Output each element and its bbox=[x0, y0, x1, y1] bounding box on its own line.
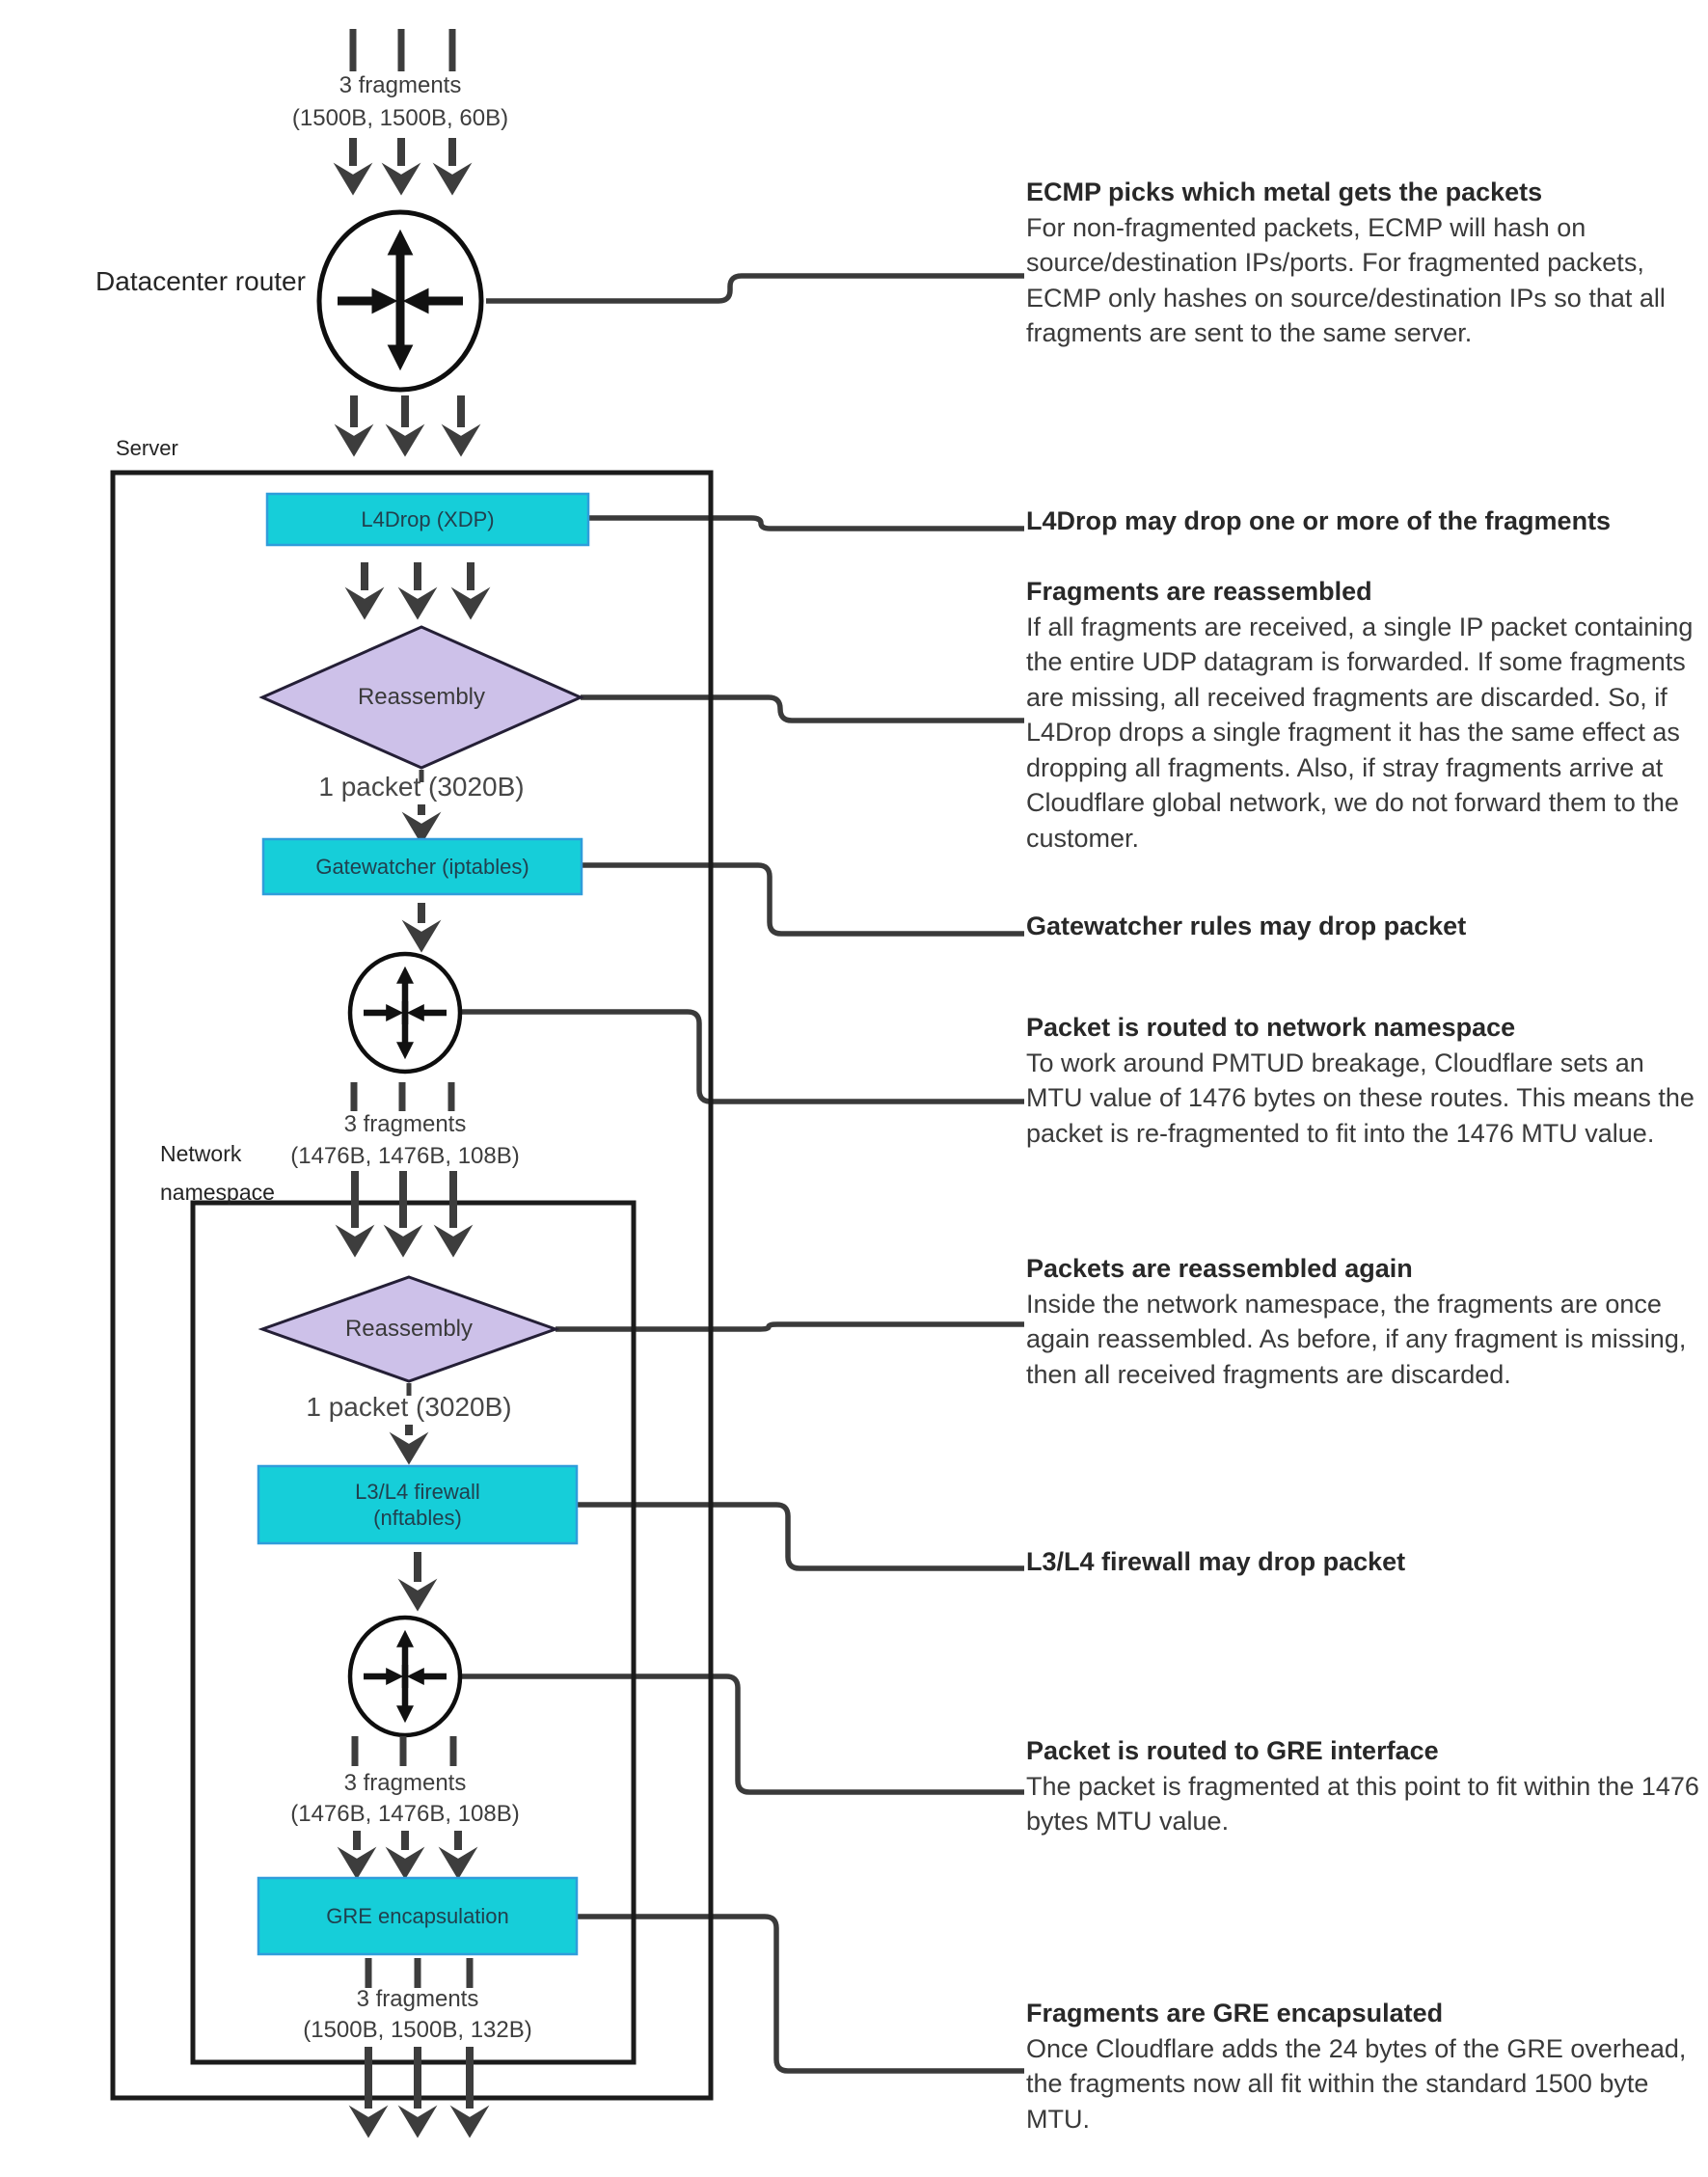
packet2-label: 1 packet (3020B) bbox=[306, 1392, 512, 1422]
annotation-heading: Packet is routed to GRE interface bbox=[1026, 1736, 1439, 1765]
fragment-dashes-after-router3 bbox=[355, 1736, 453, 1766]
connector-ecmp bbox=[486, 276, 1024, 301]
reassembly1-label: Reassembly bbox=[357, 684, 486, 710]
annotation-heading: Fragments are GRE encapsulated bbox=[1026, 1999, 1444, 2027]
router-icon-2 bbox=[350, 954, 460, 1072]
gre-fragments-label: 3 fragments bbox=[343, 1770, 467, 1796]
fragment-dashes-after-router2 bbox=[354, 1082, 451, 1111]
out-fragments-label: 3 fragments bbox=[356, 1986, 479, 2012]
annotation-heading: ECMP picks which metal gets the packets bbox=[1026, 177, 1543, 206]
gre-box-label: GRE encapsulation bbox=[326, 1904, 509, 1928]
fragment-dashes-after-gre bbox=[368, 1958, 470, 1988]
annotation-body: For non-fragmented packets, ECMP will hash on source/destination IPs/ports. For fragmented packets, ECMP only hashes on source/destination IPs so that all fragments are sent to the same server. bbox=[1026, 212, 1666, 347]
firewall-label-line1: L3/L4 firewall bbox=[355, 1480, 480, 1504]
packet1-label: 1 packet (3020B) bbox=[318, 772, 525, 802]
mid-fragments-label: 3 fragments bbox=[343, 1111, 467, 1137]
arrows-l4drop-to-reassembly bbox=[365, 562, 471, 590]
connector-reassembly2 bbox=[556, 1324, 1024, 1329]
gre-fragment-sizes: (1476B, 1476B, 108B) bbox=[290, 1801, 520, 1827]
annotation-routed-namespace bbox=[1026, 1010, 1701, 1151]
annotation-firewall bbox=[1026, 1544, 1701, 1580]
incoming-fragment-dashes bbox=[353, 29, 452, 71]
annotation-heading: Packets are reassembled again bbox=[1026, 1254, 1413, 1283]
annotation-heading: Packet is routed to network namespace bbox=[1026, 1013, 1516, 1042]
connector-gre bbox=[577, 1917, 1024, 2071]
annotation-reassembled bbox=[1026, 574, 1701, 856]
annotation-gatewatcher bbox=[1026, 909, 1701, 944]
arrows-into-router bbox=[353, 138, 452, 166]
annotation-heading: Fragments are reassembled bbox=[1026, 577, 1372, 606]
connector-l4drop bbox=[588, 518, 1024, 529]
top-fragments-label: 3 fragments bbox=[339, 72, 462, 98]
annotation-body: Inside the network namespace, the fragments are once again reassembled. As before, if any fragment is missing, then all received fragments are discarded. bbox=[1026, 1289, 1687, 1389]
gatewatcher-box-label: Gatewatcher (iptables) bbox=[315, 855, 529, 879]
router-icon-3 bbox=[350, 1618, 460, 1735]
annotation-heading: L3/L4 firewall may drop packet bbox=[1026, 1547, 1406, 1576]
connector-router2 bbox=[460, 1012, 1024, 1102]
connector-gatewatcher bbox=[582, 865, 1024, 934]
annotation-body: Once Cloudflare adds the 24 bytes of the GRE overhead, the fragments now all fit within the standard 1500 byte MTU. bbox=[1026, 2033, 1687, 2134]
annotation-body: The packet is fragmented at this point to fit within the 1476 bytes MTU value. bbox=[1026, 1771, 1699, 1836]
datacenter-router-label: Datacenter router bbox=[95, 266, 306, 296]
annotation-l4drop bbox=[1026, 503, 1701, 539]
connector-reassembly1 bbox=[581, 697, 1024, 721]
annotation-ecmp bbox=[1026, 175, 1701, 351]
arrows-into-server bbox=[354, 395, 461, 427]
out-fragment-sizes: (1500B, 1500B, 132B) bbox=[303, 2017, 532, 2043]
l4drop-box-label: L4Drop (XDP) bbox=[361, 507, 495, 531]
annotation-gre-encapsulated bbox=[1026, 1996, 1701, 2136]
firewall-label-line2: (nftables) bbox=[373, 1506, 462, 1530]
connector-firewall bbox=[577, 1505, 1024, 1568]
top-fragment-sizes: (1500B, 1500B, 60B) bbox=[291, 105, 509, 131]
arrows-into-gre bbox=[357, 1831, 458, 1850]
network-namespace-label: Network namespace bbox=[160, 1141, 275, 1205]
annotation-reassembled-again bbox=[1026, 1251, 1701, 1392]
annotation-routed-gre bbox=[1026, 1733, 1701, 1839]
arrows-into-namespace bbox=[355, 1171, 453, 1228]
annotation-body: To work around PMTUD breakage, Cloudflare sets an MTU value of 1476 bytes on these routes. This means the packet is re-fragmented to fit into the 1476 MTU value. bbox=[1026, 1048, 1694, 1148]
l3l4-firewall-box-label bbox=[258, 1466, 577, 1543]
annotation-body: If all fragments are received, a single IP packet containing the entire UDP datagram is forwarded. If some fragments are missing, all received fragments are discarded. So, if L4Drop drops a single fragment it has the same effect as dropping all fragments. Also, if stray fragments arrive at Cloudflare global network, we do not forward them to the customer. bbox=[1026, 612, 1694, 853]
annotation-heading: L4Drop may drop one or more of the fragments bbox=[1026, 506, 1612, 535]
server-label: Server bbox=[116, 436, 178, 460]
reassembly2-label: Reassembly bbox=[344, 1316, 474, 1342]
annotation-heading: Gatewatcher rules may drop packet bbox=[1026, 912, 1467, 940]
mid-fragment-sizes: (1476B, 1476B, 108B) bbox=[290, 1143, 520, 1169]
datacenter-router-icon bbox=[319, 212, 481, 390]
